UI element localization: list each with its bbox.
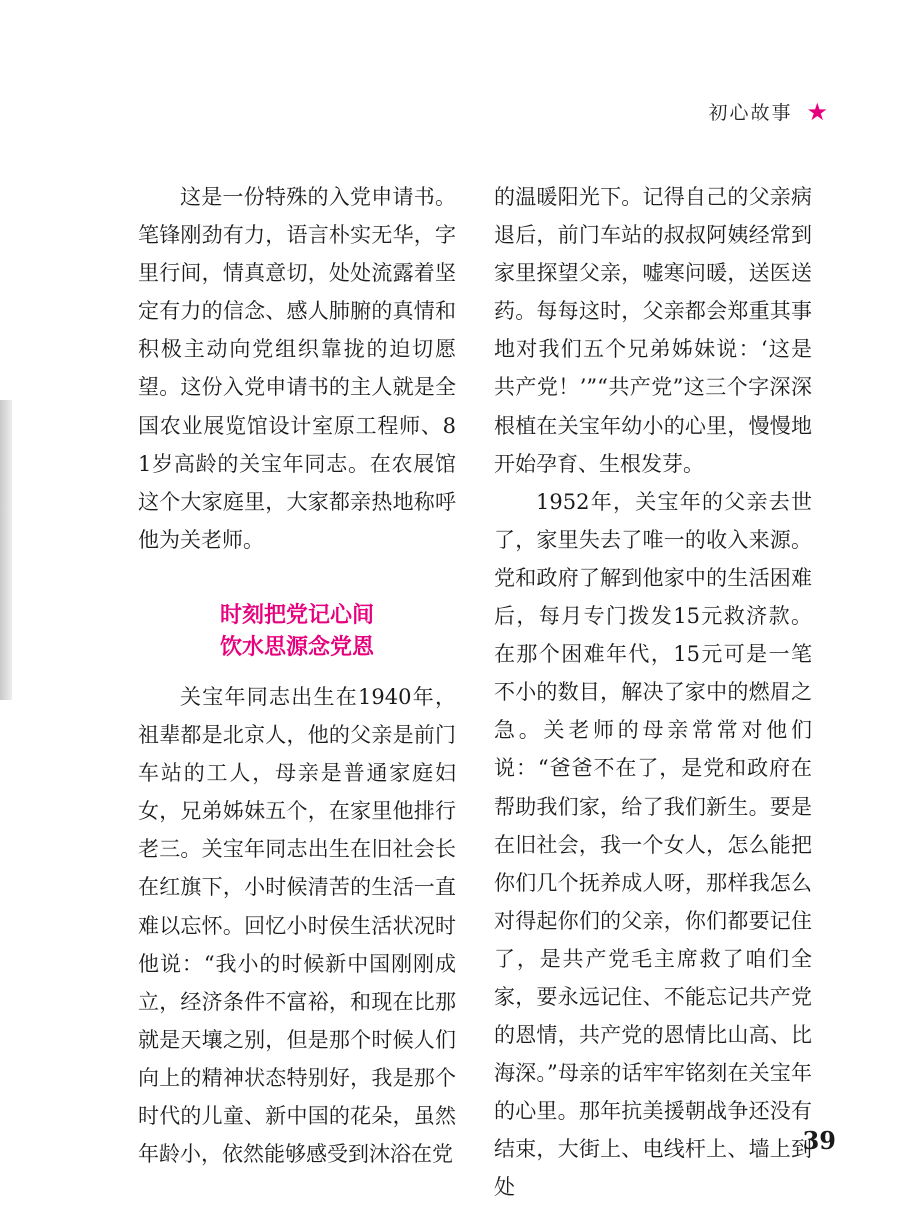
continued-paragraph: 的温暖阳光下。记得自己的父亲病退后，前门车站的叔叔阿姨经常到家里探望父亲，嘘寒问暖，送医送药。每每这时，父亲都会郑重其事地对我们五个兄弟姊妹说：‘这是共产党！’”“共产党”这三个字深深根植在关宝年幼小的心里，慢慢地开始孕育、生根发芽。: [494, 185, 812, 476]
section-heading: [138, 600, 456, 664]
body-paragraph: 关宝年同志出生在1940年，祖辈都是北京人，他的父亲是前门车站的工人，母亲是普通家庭妇女，兄弟姊妹五个，在家里他排行老三。关宝年同志出生在旧社会长在红旗下，小时候清苦的生活一直难以忘怀。回忆小时侯生活状况时他说：“我小的时候新中国刚刚成立，经济条件不富裕，和现在比那就是天壤之别，但是那个时候人们向上的精神状态特别好，我是那个时代的儿童、新中国的花朵，虽然年龄小，依然能够感受到沐浴在党: [138, 684, 456, 1167]
intro-paragraph: 这是一份特殊的入党申请书。笔锋刚劲有力，语言朴实无华，字里行间，情真意切，处处流露着坚定有力的信念、感人肺腑的真情和积极主动向党组织靠拢的迫切愿望。这份入党申请书的主人就是全国农业展览馆设计室原工程师、81岁高龄的关宝年同志。在农展馆这个大家庭里，大家都亲热地称呼他为关老师。: [138, 185, 456, 552]
left-column: [138, 178, 456, 1173]
body-paragraph: 1952年，关宝年的父亲去世了，家里失去了唯一的收入来源。党和政府了解到他家中的生活困难后，每月专门拨发15元救济款。在那个困难年代，15元可是一笔不小的数目，解决了家中的燃眉之急。关老师的母亲常常对他们说：“爸爸不在了，是党和政府在帮助我们家，给了我们新生。要是在旧社会，我一个女人，怎么能把你们几个抚养成人呀，那样我怎么对得起你们的父亲，你们都要记住了，是共产党毛主席救了咱们全家，要永远记住、不能忘记共产党的恩情，共产党的恩情比山高、比海深。”母亲的话牢牢铭刻在关宝年的心里。那年抗美援朝战争还没有结束，大街上、电线杆上、墙上到处: [494, 489, 812, 1200]
page-number: 39: [802, 1126, 836, 1155]
section-heading-line-2: 饮水思源念党恩: [219, 634, 374, 660]
section-heading-line-1: 时刻把党记心间: [219, 602, 374, 628]
star-icon: ★: [806, 97, 828, 126]
page-edge-photo-strip: [0, 400, 12, 700]
running-header: [708, 98, 828, 125]
right-column: [494, 178, 812, 1207]
section-title: 初心故事: [708, 102, 793, 124]
